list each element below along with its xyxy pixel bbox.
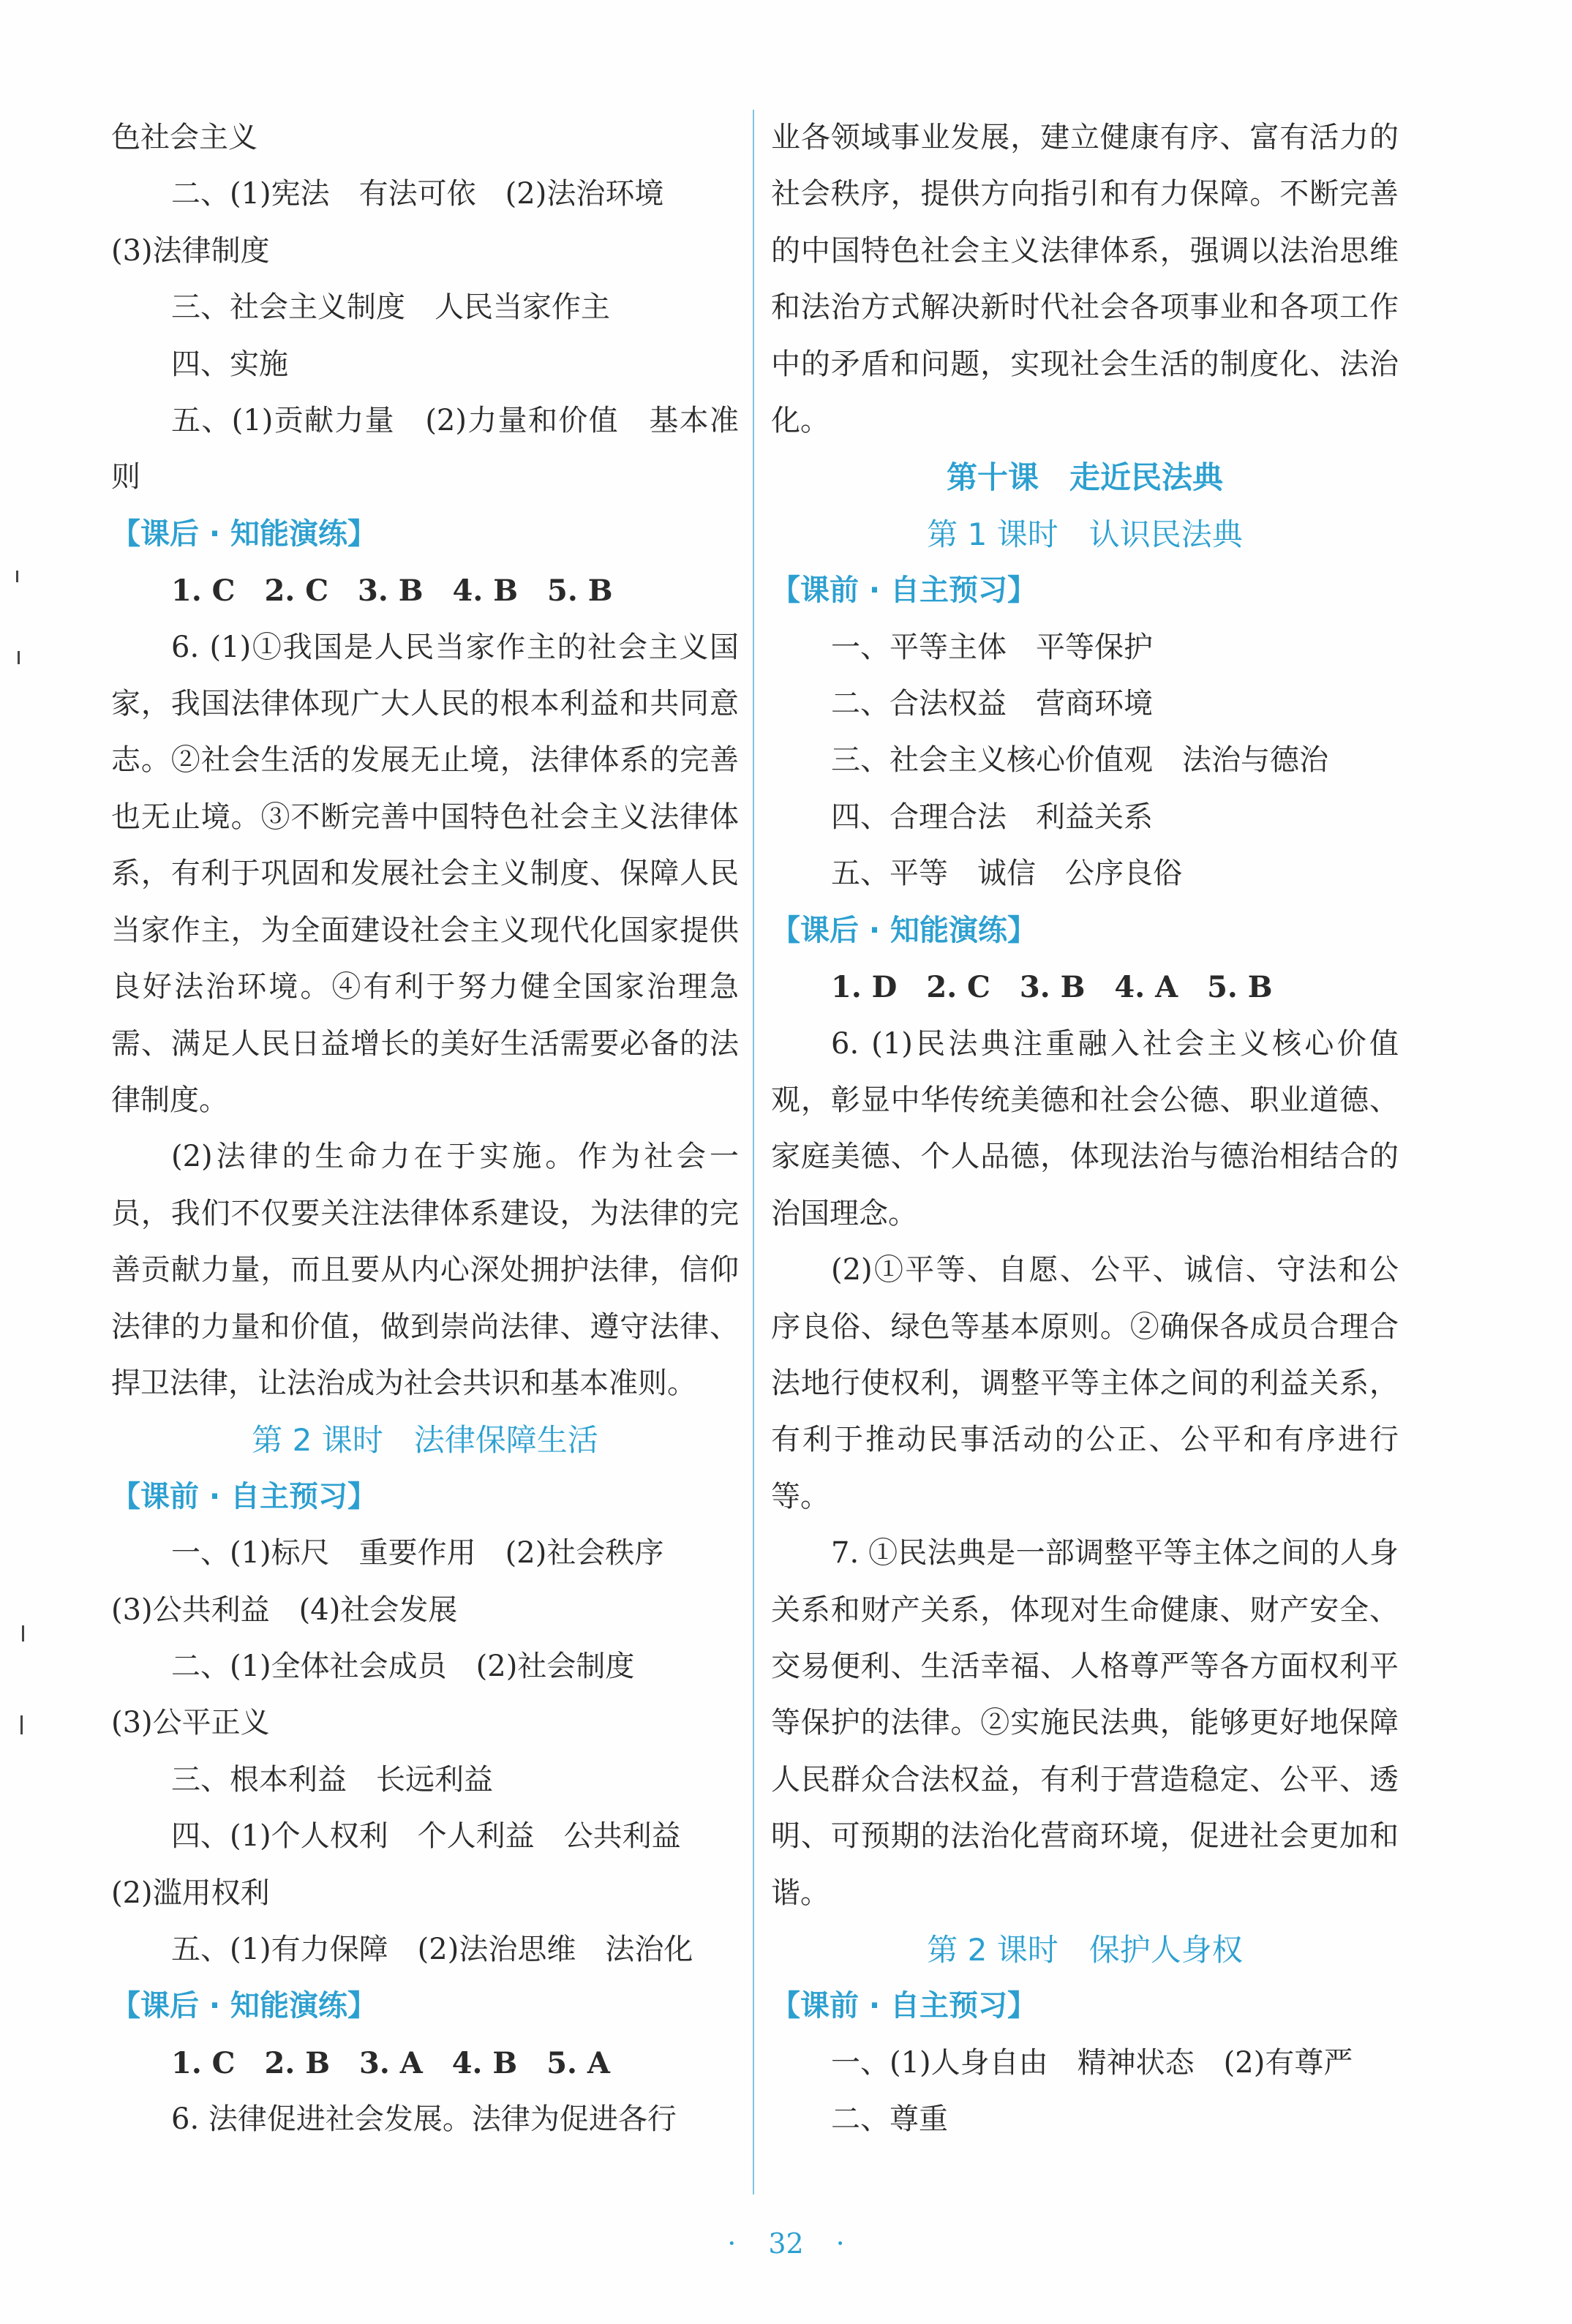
answer-paragraph: 6. (1)民法典注重融入社会主义核心价值观，彰显中华传统美德和社会公德、职业道德、家庭美德、个人品德，体现法治与德治相结合的治国理念。 [771,1026,1399,1230]
scan-mark [22,1625,24,1642]
answer-line: 三、根本利益 长远利益 [171,1762,493,1797]
scan-mark [18,651,20,664]
answer-line: 五、(1)有力保障 (2)法治思维 法治化 [171,1933,693,1966]
answer-line: (2)滥用权利 [111,1876,270,1910]
answer-paragraph: 7. ①民法典是一部调整平等主体之间的人身关系和财产关系，体现对生命健康、财产安全、交易便利、生活幸福、人格尊严等各方面权利平等保护的法律。②实施民法典，能够更好地保障人民群众合法权益，有利于营造稳定、公平、透明、可预期的法治化营商环境，促进社会更加和谐。 [771,1536,1399,1910]
answer-line: 四、实施 [171,347,288,381]
answer-choices: 1. D 2. C 3. B 4. A 5. B [831,970,1273,1005]
right-column [771,110,1399,2148]
answer-line: (3)法律制度 [111,233,270,268]
section-heading: 【课前 · 自主预习】 [771,1989,1037,2023]
scan-mark [16,571,18,582]
page-number [0,2227,1572,2260]
answer-paragraph: 业各领域事业发展，建立健康有序、富有活力的社会秩序，提供方向指引和有力保障。不断完善的中国特色社会主义法律体系，强调以法治思维和法治方式解决新时代社会各项事业和各项工作中的矛盾和问题，实现社会生活的制度化、法治化。 [771,121,1399,438]
section-heading: 【课后 · 知能演练】 [111,516,377,551]
answer-line: 三、社会主义核心价值观 法治与德治 [831,743,1328,778]
answer-paragraph: 6. (1)①我国是人民当家作主的社会主义国家，我国法律体现广大人民的根本利益和共同意志。②社会生活的发展无止境，法律体系的完善也无止境。③不断完善中国特色社会主义法律体系，有利于巩固和发展社会主义制度、保障人民当家作主，为全面建设社会主义现代化国家提供良好法治环境。④有利于努力健全国家治理急需、满足人民日益增长的美好生活需要必备的法律制度。 [111,630,739,1117]
section-heading: 【课后 · 知能演练】 [771,913,1037,947]
answer-line: 二、尊重 [831,2102,948,2137]
left-column [111,110,739,2148]
answer-line: 二、合法权益 营商环境 [831,687,1153,721]
answer-line: 五、平等 诚信 公序良俗 [831,857,1182,891]
lesson-heading: 第 1 课时 认识民法典 [927,516,1243,552]
section-heading: 【课后 · 知能演练】 [111,1989,377,2023]
scan-mark [20,1715,23,1734]
unit-heading: 第十课 走近民法典 [946,459,1223,496]
answer-choices: 1. C 2. C 3. B 4. B 5. B [171,574,613,609]
answer-line: 三、社会主义制度 人民当家作主 [171,290,610,325]
page-dot: · [835,2227,845,2260]
lesson-heading: 第 2 课时 法律保障生活 [252,1422,598,1459]
answer-line: 二、(1)全体社会成员 (2)社会制度 [171,1649,635,1683]
answer-choices: 1. C 2. B 3. A 4. B 5. A [171,2045,610,2080]
answer-line: 四、合理合法 利益关系 [831,800,1153,834]
page-dot: · [727,2227,737,2260]
answer-line: (3)公共利益 (4)社会发展 [111,1592,458,1627]
answer-line: 二、(1)宪法 有法可依 (2)法治环境 [171,177,664,211]
answer-paragraph: (2)法律的生命力在于实施。作为社会一员，我们不仅要关注法律体系建设，为法律的完善贡献力量，而且要从内心深处拥护法律，信仰法律的力量和价值，做到崇尚法律、遵守法律、捍卫法律，让法治成为社会共识和基本准则。 [111,1140,739,1400]
column-divider [753,110,754,2195]
answer-line: (3)公平正义 [111,1706,270,1740]
answer-line: 五、(1)贡献力量 (2)力量和价值 基本准则 [111,404,739,494]
answer-line: 一、(1)标尺 重要作用 (2)社会秩序 [171,1536,664,1571]
section-heading: 【课前 · 自主预习】 [771,574,1037,608]
section-heading: 【课前 · 自主预习】 [111,1479,377,1513]
answer-line: 一、平等主体 平等保护 [831,630,1153,664]
answer-paragraph: (2)①平等、自愿、公平、诚信、守法和公序良俗、绿色等基本原则。②确保各成员合理合法地行使权利，调整平等主体之间的利益关系，有利于推动民事活动的公正、公平和有序进行等。 [771,1253,1399,1513]
answer-line: 色社会主义 [111,121,257,154]
lesson-heading: 第 2 课时 保护人身权 [927,1932,1243,1968]
page-number-value: 32 [768,2227,804,2260]
answer-line: 一、(1)人身自由 精神状态 (2)有尊严 [831,2045,1353,2080]
answer-line: 四、(1)个人权利 个人利益 公共利益 [171,1819,681,1854]
answer-line: 6. 法律促进社会发展。法律为促进各行 [171,2102,677,2137]
